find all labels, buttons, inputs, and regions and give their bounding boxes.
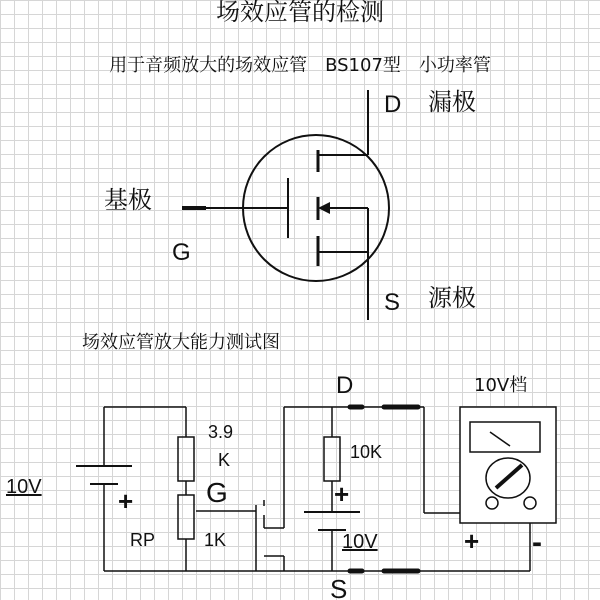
resistor-10k: [324, 437, 340, 481]
drain-letter: D: [384, 91, 402, 118]
gate-letter: G: [172, 239, 191, 266]
meter-display: [470, 422, 540, 452]
drain-resistor-label: 10K: [350, 442, 383, 462]
battery-left-plus: +: [118, 486, 134, 516]
circuit-source-letter: S: [330, 574, 348, 600]
resistor-3k9: [178, 437, 194, 481]
meter-terminal-plus: [486, 497, 498, 509]
meter-plus-label: +: [464, 526, 480, 556]
circuit-title: 场效应管放大能力测试图: [82, 332, 280, 353]
battery-right-label: 10V: [342, 531, 378, 553]
circuit-drain-letter: D: [336, 372, 354, 399]
source-name: 源极: [428, 284, 476, 312]
main-title: 场效应管的检测: [216, 0, 384, 26]
pot-label: RP: [130, 530, 156, 550]
drain-name: 漏极: [428, 88, 476, 116]
resistor-top-unit: K: [218, 450, 231, 470]
battery-left-label: 10V: [6, 476, 42, 498]
resistor-top-value: 3.9: [208, 422, 234, 442]
meter-label: 10V档: [474, 375, 528, 396]
resistor-bottom-label: 1K: [204, 530, 227, 550]
source-letter: S: [384, 289, 401, 316]
multimeter: [460, 407, 556, 523]
battery-right-plus: +: [334, 479, 350, 509]
potentiometer-rp: [178, 495, 194, 539]
gate-name: 基极: [104, 186, 152, 214]
meter-terminal-minus: [524, 497, 536, 509]
circuit-gate-letter: G: [206, 477, 228, 508]
subtitle: 用于音频放大的场效应管 BS107型 小功率管: [109, 55, 491, 76]
meter-minus-label: -: [532, 526, 542, 559]
fet-symbol: [182, 90, 389, 320]
substrate-arrow-icon: [318, 202, 330, 214]
